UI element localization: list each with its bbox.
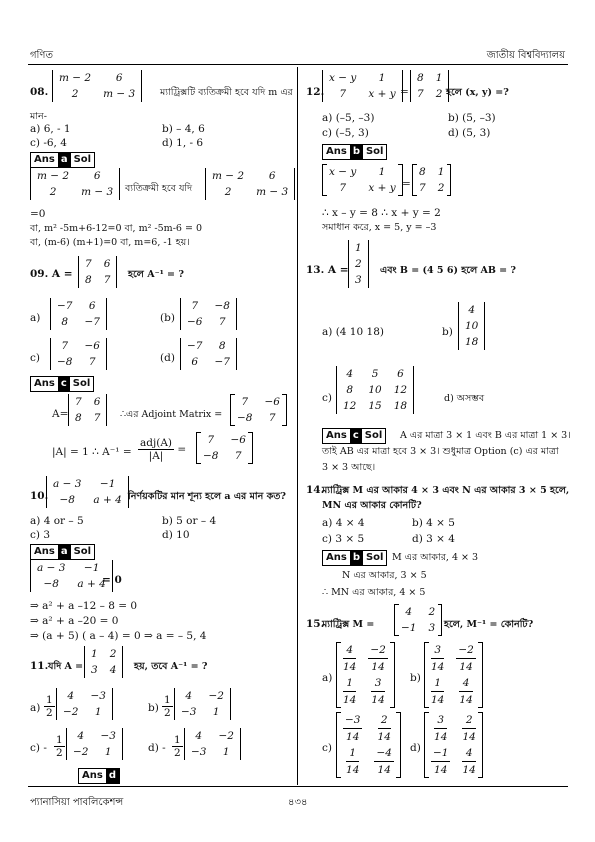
q14-question-line1: ম্যাট্রিক্স M এর আকার 4 × 3 এবং N এর আকার 3 × 5 হলে, [322, 485, 570, 496]
q08-answer-badge: Ans a Sol [30, 152, 95, 168]
q14-number: 14. [306, 484, 325, 496]
q09-number: 09. A = [30, 268, 73, 280]
q10-option-c: c) 3 [30, 529, 50, 541]
q08-matrix: m − 2 6 2 m − 3 [52, 70, 142, 102]
column-divider [297, 67, 298, 785]
q12-sol-right: 8 1 7 2 [412, 164, 451, 196]
q12-option-a: a) (–5, –3) [322, 112, 375, 124]
q08-sol-line1: বা, m² -5m+6-12=0 বা, m² -5m-6 = 0 [30, 223, 202, 234]
q09-adjoint: 7 −6 −8 7 [230, 394, 287, 426]
q08-eq-zero: =0 [30, 208, 46, 220]
q10-option-a: a) 4 or – 5 [30, 515, 84, 527]
q15-option-a: $\frac{4}{14}$ $\frac{-2}{14}$ $\frac{1}{14}$ $\frac{3}{14}$ [336, 642, 395, 708]
q09-label-d: (d) [160, 352, 175, 364]
q12-sol-line1: ∴ x – y = 8 ∴ x + y = 2 [322, 207, 441, 219]
q09-answer-badge: Ans c Sol [30, 376, 94, 392]
q13-sol-line3: 3 × 3 আছে। [322, 462, 376, 473]
q11-question-start: যদি A = [48, 661, 84, 672]
q09-fraction: $\frac{\text{adj(A)}}{|A|}$ = [140, 437, 187, 462]
q10-sol-determinant: a − 3 −1 −8 a + 4 [30, 560, 113, 592]
q14-option-a: a) 4 × 4 [322, 517, 365, 529]
footer-rule [28, 786, 568, 787]
q09-adjoint-label: ∴এর Adjoint Matrix = [120, 409, 223, 420]
q15-question-start: ম্যাট্রিক্স M = [322, 619, 375, 630]
q15-number: 15. [306, 618, 325, 630]
q09-question: হলে A⁻¹ = ? [128, 269, 184, 280]
q09-sol-determinant: 7 6 8 7 [68, 394, 107, 426]
q15-label-a: a) [322, 672, 333, 684]
q12-matrix-right: 8 1 7 2 [410, 70, 449, 102]
q11-label-c: c) - [30, 742, 47, 754]
q09-option-d: −7 8 6 −7 [180, 338, 237, 370]
q14-option-c: c) 3 × 5 [322, 533, 365, 545]
q14-option-b: b) 4 × 5 [412, 517, 455, 529]
q12-answer-badge: Ans b Sol [322, 144, 387, 160]
q11-option-c: 4 −3 −2 1 [66, 728, 123, 760]
q10-question: নির্ণয়কটির মান শূন্য হলে a এর মান কত? [128, 491, 286, 502]
q13-sol-line2: তাই AB এর মাত্রা হবে 3 × 3। শুধুমাত্র Option (c) এর মাত্রা [322, 446, 559, 457]
q14-sol-line0: M এর আকার, 4 × 3 [392, 552, 479, 563]
q11-label-b: b) [148, 702, 159, 714]
q10-determinant: a − 3 −1 −8 a + 4 [46, 476, 129, 508]
q13-option-d: d) অসম্ভব [444, 393, 485, 404]
q13-label-b: b) [442, 326, 453, 338]
q11-half-b: $\frac{1}{2}$ [164, 694, 171, 719]
q15-option-c: $\frac{-3}{14}$ $\frac{2}{14}$ $\frac{1}{14}$ $\frac{-4}{14}$ [336, 712, 401, 778]
q08-sol-matrix: m − 2 6 2 m − 3 [30, 168, 120, 200]
q12-equals: = [400, 86, 409, 98]
q14-question-line2: MN এর আকার কোনটি? [322, 500, 422, 511]
q11-option-d: 4 −2 −3 1 [184, 728, 241, 760]
page-number: ৪৩৪ [288, 797, 308, 808]
q14-sol-line2: ∴ MN এর আকার, 4 × 5 [322, 587, 426, 598]
q12-sol-equals: = [402, 178, 411, 190]
q09-label-a: a) [30, 312, 41, 324]
q10-option-d: d) 10 [162, 529, 190, 541]
q15-label-c: c) [322, 742, 332, 754]
q11-label-d: d) - [148, 742, 166, 754]
q14-option-d: d) 3 × 4 [412, 533, 455, 545]
q10-eq-zero: = 0 [102, 574, 122, 586]
q15-label-d: d) [410, 742, 421, 754]
q12-matrix-left: x − y 1 7 x + y [322, 70, 403, 102]
q09-det-line: |A| = 1 ∴ A⁻¹ = [52, 446, 132, 458]
q13-column-a: 1 2 3 [348, 240, 369, 288]
q13-sol-line1: A এর মাত্রা 3 × 1 এবং B এর মাত্রা 1 × 3। [400, 430, 571, 441]
q12-option-c: c) (–5, 3) [322, 127, 369, 139]
q11-option-b: 4 −2 −3 1 [174, 688, 231, 720]
q11-label-a: a) [30, 702, 41, 714]
q10-sol-line3: ⇒ (a + 5) ( a – 4) = 0 ⇒ a = – 5, 4 [30, 630, 207, 642]
q08-option-b: b) – 4, 6 [162, 123, 205, 135]
q12-option-b: b) (5, –3) [448, 112, 496, 124]
q08-sol-text: ব্যতিক্রমী হবে যদি [125, 183, 193, 194]
q13-label-c: c) [322, 392, 332, 404]
q09-option-b: 7 −8 −6 7 [180, 298, 237, 330]
q12-number: 12. [306, 86, 325, 98]
q09-label-c: c) [30, 352, 40, 364]
q10-option-b: b) 5 or – 4 [162, 515, 217, 527]
q14-answer-badge: Ans b Sol [322, 550, 387, 566]
q15-matrix: 4 2 −1 3 [394, 604, 442, 636]
q15-label-b: b) [410, 672, 421, 684]
q08-question: ম্যাট্রিক্সটি ব্যতিক্রমী হবে যদি m এর [160, 87, 293, 98]
q11-half-d: $\frac{1}{2}$ [174, 734, 181, 759]
q08-sol-line2: বা, (m-6) (m+1)=0 বা, m=6, -1 হয়। [30, 237, 190, 248]
q12-option-d: d) (5, 3) [448, 127, 491, 139]
q11-number: 11. [30, 660, 49, 672]
q13-answer-badge: Ans c Sol [322, 428, 386, 444]
q11-half-a: $\frac{1}{2}$ [46, 694, 53, 719]
q13-question: এবং B = (4 5 6) হলে AB = ? [380, 265, 516, 276]
header-rule [28, 64, 568, 65]
q14-sol-line1: N এর আকার, 3 × 5 [342, 570, 427, 581]
q12-question: হলে (x, y) =? [446, 87, 509, 98]
q15-question-end: হলে, M⁻¹ = কোনটি? [444, 619, 534, 630]
q10-answer-badge: Ans a Sol [30, 544, 95, 560]
q08-determinant: m − 2 6 2 m − 3 [205, 168, 295, 200]
q13-option-b: 4 10 18 [458, 302, 485, 350]
header-subject: গণিত [30, 50, 53, 61]
q09-inverse: 7 −6 −8 7 [196, 432, 253, 464]
q08-number: 08. [30, 86, 49, 98]
q08-option-d: d) 1, - 6 [162, 137, 204, 149]
q11-option-a: 4 −3 −2 1 [56, 688, 113, 720]
q08-question-cont: মান- [30, 111, 47, 122]
q09-label-b: (b) [160, 312, 175, 324]
q08-option-c: c) -6, 4 [30, 137, 67, 149]
q12-sol-line2: সমাধান করে, x = 5, y = –3 [322, 222, 437, 233]
q15-option-d: $\frac{3}{14}$ $\frac{2}{14}$ $\frac{-1}{14}$ $\frac{4}{14}$ [424, 712, 483, 778]
q09-option-c: 7 −6 −8 7 [50, 338, 107, 370]
q08-option-a: a) 6, - 1 [30, 123, 71, 135]
q10-sol-line2: ⇒ a² + a –20 = 0 [30, 615, 119, 627]
q15-option-b: $\frac{3}{14}$ $\frac{-2}{14}$ $\frac{1}{14}$ $\frac{4}{14}$ [424, 642, 483, 708]
q09-matrix: 7 6 8 7 [78, 256, 117, 288]
header-university: জাতীয় বিশ্ববিদ্যালয় [486, 50, 565, 61]
q11-half-c: $\frac{1}{2}$ [56, 734, 63, 759]
q13-option-c: 4 5 6 8 10 12 12 15 18 [336, 366, 414, 414]
q10-number: 10. [30, 490, 49, 502]
q09-sol-a: A= [52, 408, 69, 420]
q12-sol-left: x − y 1 7 x + y [322, 164, 403, 196]
q11-question-end: হয়, তবে A⁻¹ = ? [134, 661, 208, 672]
q11-answer-badge: Ans d [78, 768, 120, 784]
q11-matrix: 1 2 3 4 [84, 646, 123, 678]
q13-option-a: a) (4 10 18) [322, 326, 384, 338]
q13-number: 13. A = [306, 264, 349, 276]
q10-sol-line1: ⇒ a² + a –12 – 8 = 0 [30, 600, 138, 612]
footer-publisher: প্যানাসিয়া পাবলিকেশন্স [30, 797, 124, 808]
q09-option-a: −7 6 8 −7 [50, 298, 107, 330]
